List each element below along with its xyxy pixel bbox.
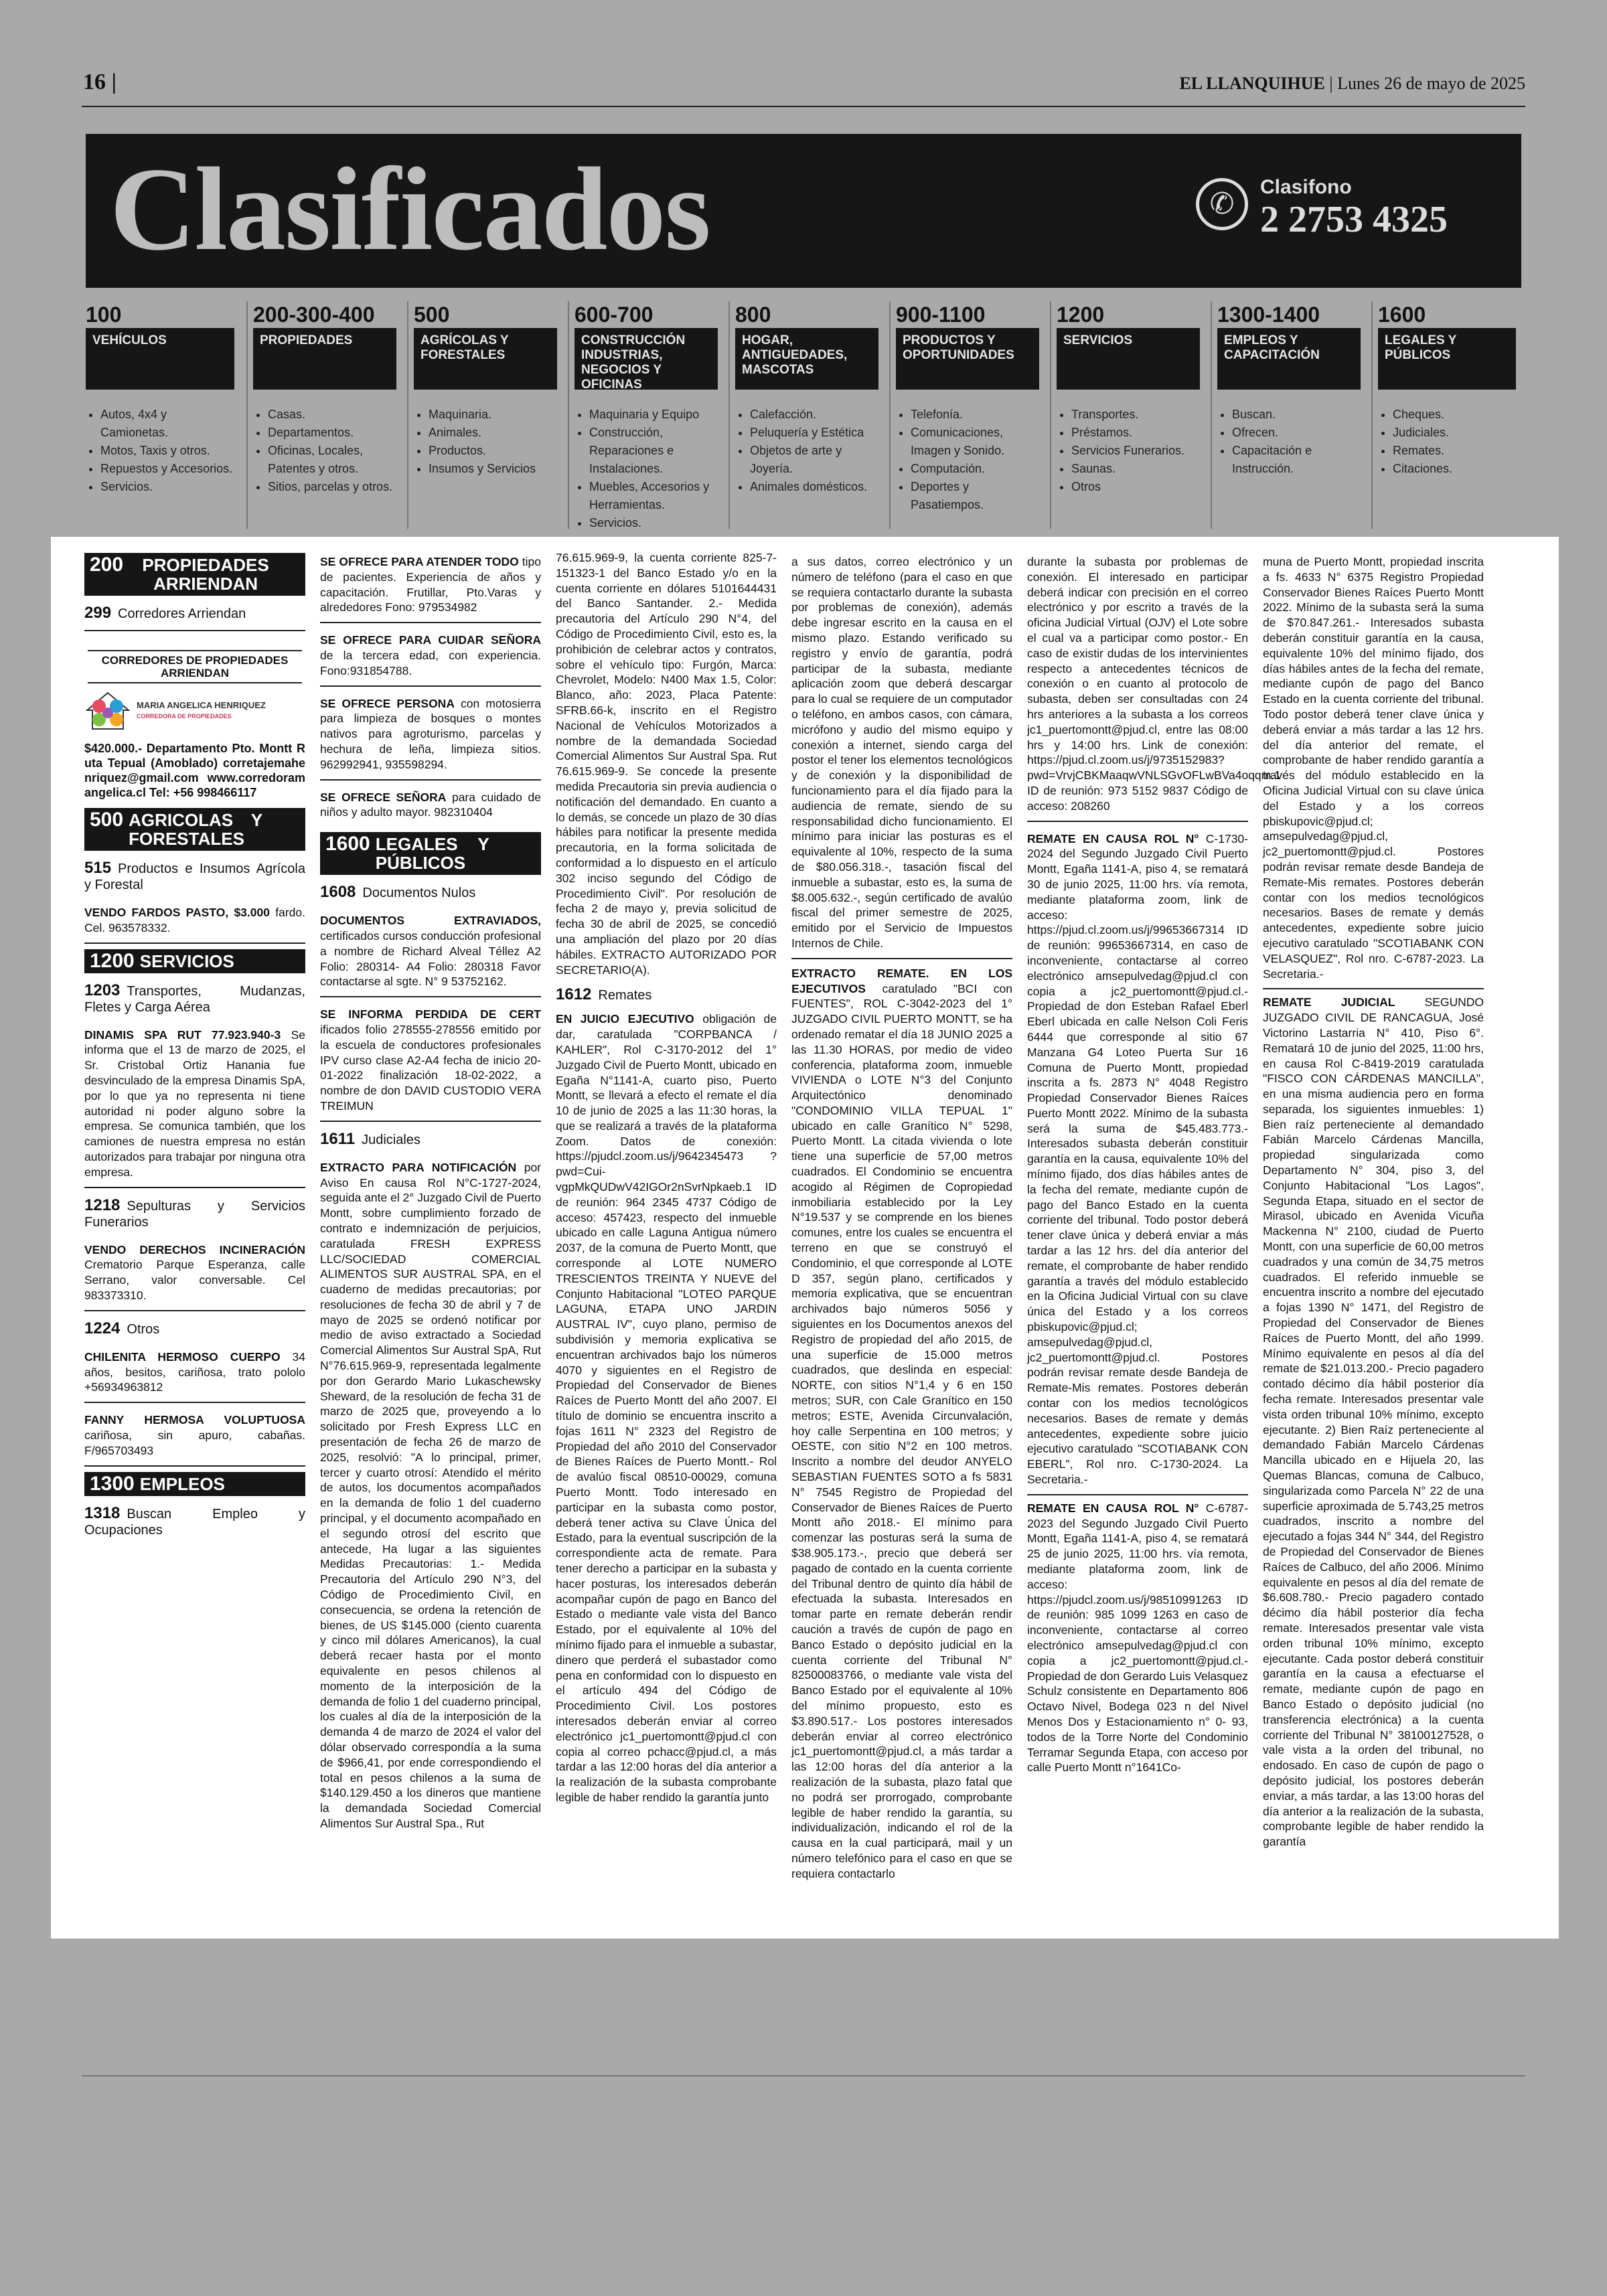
category-items xyxy=(1217,406,1361,478)
category-item: • Oficinas, Locales, Patentes y otros. xyxy=(268,442,396,478)
section-1300-header: 1300 EMPLEOS xyxy=(84,1472,305,1496)
category-items xyxy=(414,406,557,478)
category-item: • Calefacción. xyxy=(750,406,878,424)
bottom-rule xyxy=(82,2075,1525,2076)
category-item: • Cheques. xyxy=(1393,406,1516,424)
classified-ad: SE INFORMA PERDIDA DE CERT ificados folio 278555-278556 emitido por la escuela de conductores profesionales IPV curso clase A2-A4 fecha de inicio 20-01-2022 finalización 18-02-2022, a nombre de don DAVID CUSTODIO VERA TREIMUN xyxy=(320,1003,541,1122)
section-500-header: 500 AGRICOLAS Y FORESTALES xyxy=(84,808,305,851)
column-4 xyxy=(791,550,1012,1929)
column-3 xyxy=(556,550,777,1929)
category-100 xyxy=(86,301,240,529)
category-number: 100 xyxy=(86,303,122,327)
subsection-299: 299 Corredores Arriendan xyxy=(84,604,246,622)
category-item: • Capacitación e Instrucción. xyxy=(1232,442,1361,478)
column-5 xyxy=(1027,550,1281,1929)
category-items xyxy=(575,406,718,532)
category-500 xyxy=(407,301,562,529)
category-items xyxy=(896,406,1039,514)
category-items xyxy=(735,406,878,496)
category-number: 1300-1400 xyxy=(1217,303,1320,327)
category-item: • Construcción, Reparaciones e Instalaciones. xyxy=(589,424,718,478)
category-item: • Comunicaciones, Imagen y Sonido. xyxy=(911,424,1039,460)
page-number: 16 | xyxy=(83,70,117,94)
category-item: • Préstamos. xyxy=(1071,424,1200,442)
subsection-1224: 1224 Otros xyxy=(84,1319,160,1337)
category-item: • Buscan. xyxy=(1232,406,1361,424)
category-number: 200-300-400 xyxy=(253,303,375,327)
category-item: • Peluquería y Estética xyxy=(750,424,878,442)
classified-ad: SE OFRECE PERSONA con motosierra para limpieza de bosques o montes nativos para agroturismo, parcelas y hechura de leña, limpieza sitios. 962992941, 935598294. xyxy=(320,692,541,781)
category-label: PROPIEDADES xyxy=(253,328,396,390)
category-200-300-400 xyxy=(246,301,402,529)
remate-notice-continued: muna de Puerto Montt, propiedad inscrita a fs. 4633 N° 6375 Registro Propiedad Conservador Bienes Raíces Puerto Montt 2022. Mínimo de la subasta será la suma de $70.847.261.- Interesados subasta deberán constituir garantía en la causa, equivalente 10% del mínimo fijado, dos días hábiles antes de la fecha del remate, mediante cupón de pago del Banco Estado en la cuenta corriente del tribunal. Todo postor deberá tener clave única y deberá enviar a más tardar a las 12 hrs. del día anterior del remate, el comprobante de haber rendido garantía a través del módulo establecido en la Oficina Judicial Virtual con su clave única del Estado y a los correos pbiskupovic@pjud.cl; amsepulvedag@pjud.cl, jc2_puertomontt@pjud.cl. Postores podrán revisar remate desde Bandeja de Remate-Mis remates. Postores deberán contar con los medios tecnológicos necesarios. Bases de remate y demás antecedentes, expediente sobre juicio ejecutivo caratulado "SCOTIABANK CON VELASQUEZ", Rol nro. C-6787-2023. La Secretaria.- xyxy=(1263,550,1484,989)
classified-ad: VENDO DERECHOS INCINERACIÓN Crematorio Parque Esperanza, calle Serrano, valor conversable. Cel 983373310. xyxy=(84,1238,305,1311)
category-1600 xyxy=(1371,301,1521,529)
top-rule xyxy=(82,106,1525,107)
clasifono-label: Clasifono xyxy=(1260,176,1352,198)
category-item: • Telefonía. xyxy=(911,406,1039,424)
category-number: 1200 xyxy=(1057,303,1105,327)
section-200-header: 200 PROPIEDADES ARRIENDAN xyxy=(84,553,305,596)
clasificados-banner xyxy=(86,134,1521,288)
category-label: AGRÍCOLAS Y FORESTALES xyxy=(414,328,557,390)
realtor-logo xyxy=(84,690,305,732)
publication-date: Lunes 26 de mayo de 2025 xyxy=(1337,74,1525,93)
category-item: • Computación. xyxy=(911,460,1039,478)
house-logo-icon xyxy=(84,690,131,732)
category-item: • Productos. xyxy=(429,442,557,460)
category-number: 900-1100 xyxy=(896,303,986,327)
category-label: SERVICIOS xyxy=(1057,328,1200,390)
category-items xyxy=(253,406,396,496)
classified-ad: VENDO FARDOS PASTO, $3.000 fardo. Cel. 963578332. xyxy=(84,901,305,944)
category-index xyxy=(86,301,1521,529)
category-item: • Casas. xyxy=(268,406,396,424)
classified-ad: SE OFRECE PARA CUIDAR SEÑORA de la tercera edad, con experiencia. Fono:931854788. xyxy=(320,629,541,686)
category-item: • Deportes y Pasatiempos. xyxy=(911,478,1039,514)
classified-ad: DINAMIS SPA RUT 77.923.940-3 Se informa que el 13 de marzo de 2025, el Sr. Cristobal Ortiz Hanania fue desvinculado de la empresa Dinamis SpA, por lo que ya no representa ni tiene autoridad ni poder alguno sobre la empresa. Se comunica también, que los camiones de nuestra empresa no están autorizados para trabajar por ninguna otra empresa. xyxy=(84,1023,305,1188)
classified-ad: FANNY HERMOSA VOLUPTUOSA cariñosa, sin apuro, cabañas. F/965703493 xyxy=(84,1408,305,1466)
category-label: LEGALES Y PÚBLICOS xyxy=(1378,328,1516,390)
category-number: 600-700 xyxy=(575,303,654,327)
category-item: • Autos, 4x4 y Camionetas. xyxy=(100,406,234,442)
subsection-1218: 1218 Sepulturas y Servicios Funerarios xyxy=(84,1196,305,1230)
category-label: EMPLEOS Y CAPACITACIÓN xyxy=(1217,328,1361,390)
category-1200 xyxy=(1050,301,1205,529)
category-item: • Transportes. xyxy=(1071,406,1200,424)
category-item: • Otros xyxy=(1071,478,1200,496)
category-label: CONSTRUCCIÓN INDUSTRIAS, NEGOCIOS Y OFICINAS xyxy=(575,328,718,390)
category-item: • Servicios Funerarios. xyxy=(1071,442,1200,460)
subsection-1318: 1318 Buscan Empleo y Ocupaciones xyxy=(84,1503,305,1538)
category-item: • Servicios. xyxy=(100,478,234,496)
category-item: • Remates. xyxy=(1393,442,1516,460)
category-item: • Animales. xyxy=(429,424,557,442)
category-item: • Insumos y Servicios xyxy=(429,460,557,478)
category-900-1100 xyxy=(889,301,1045,529)
category-number: 1600 xyxy=(1378,303,1426,327)
legal-notice: EXTRACTO PARA NOTIFICACIÓN por Aviso En causa Rol N°C-1727-2024, seguida ante el 2° Juzgado Civil de Puerto Montt, sobre cumplimiento forzado de contrato e indemnización de perjuicios, caratulada FRESH EXPRESS LLC/SOCIEDAD COMERCIAL ALIMENTOS SUR AUSTRAL SPA, en el cuaderno de medidas precautorias; por resoluciones de fecha 30 de abril y 7 de mayo de 2025 se ordenó notificar por medio de aviso extractado a Sociedad Comercial Alimentos Sur Austral SpA, Rut N°76.615.969-9, representada legalmente por don Gerardo Mario Lukaschewsky Sheward, de la resolución de fecha 31 de marzo de 2025 que, proveyendo a lo solicitado por Fresh Express LLC en presentación de fecha 26 de marzo de 2025, resolvió: "A lo principal, primer, tercer y cuarto otrosí: Atendido el mérito de autos, los documentos acompañados en la demanda de folio 1 del cuaderno principal, y el documento acompañado en el segundo otrosí del escrito que antecede, Ha lugar a las siguientes Medidas Precautorias: 1.- Medida Precautoria del Artículo 290 N°3, del Código de Procedimiento Civil, en consecuencia, se ordena la retención de bienes, de US $145.000 (ciento cuarenta y cinco mil dólares Americanos), la cual deberá recaer hasta por el monto equivalente en pesos chilenos al momento de la interposición de la demanda de folio 1 del cuaderno principal, los cuales al día de la interposición de la demanda 4 de marzo de 2024 el valor del dólar observado correspondía a la suma de $966,41, por ende correspondiendo el total en pesos chilenos a la suma de $140.129.450 a los dineros que mantiene la demandada Sociedad Comercial Alimentos Sur Austral Spa., Rut xyxy=(320,1160,541,1830)
realtor-name: MARIA ANGELICA HENRIQUEZ CORREDORA DE PROPIEDADES xyxy=(137,700,266,720)
category-item: • Repuestos y Accesorios. xyxy=(100,460,234,478)
category-items xyxy=(1378,406,1516,478)
clasifono-number: 2 2753 4325 xyxy=(1260,199,1448,240)
classified-ads-sheet xyxy=(51,537,1559,1939)
publication-header: EL LLANQUIHUE | Lunes 26 de mayo de 2025 xyxy=(1179,74,1525,93)
phone-icon: ✆ xyxy=(1196,178,1248,230)
category-item: • Objetos de arte y Joyería. xyxy=(750,442,878,478)
category-800 xyxy=(729,301,884,529)
column-1 xyxy=(84,550,305,1929)
remate-notice-continued: a sus datos, correo electrónico y un número de teléfono (para el caso en que se requiera contactarlo durante la subasta por problemas de conexión), además debe ingresar escrito en la causa en el mismo plazo. Estando verificado su registro y envío de garantía, podrá participar de la subasta, mediante aplicación zoom que deberá descargar para lo cual se requiere de un computador o teléfono, en ambos casos, con cámara, micrófono y audio del mismo equipo y conexión a internet, siendo carga del postor el tener los elementos tecnológicos y de conexión y la disponibilidad de funcionamiento para el día fijado para la audiencia de remate, siendo de su responsabilidad dicho funcionamiento. El mínimo para iniciar las posturas es el equivalente al 10%, respecto de la suma de $80.056.318.-, tasación fiscal del inmueble a subastar, esto es, la suma de $8.005.632.-, según certificado de avalúo fiscal del primer semestre de 2025, emitido por el Servicio de Impuestos Internos de Chile. xyxy=(791,550,1012,959)
category-item: • Muebles, Accesorios y Herramientas. xyxy=(589,478,718,514)
category-600-700 xyxy=(568,301,723,529)
category-label: PRODUCTOS Y OPORTUNIDADES xyxy=(896,328,1039,390)
category-number: 800 xyxy=(735,303,771,327)
subsection-1608: 1608 Documentos Nulos xyxy=(320,883,476,902)
realtor-ad-text: $420.000.- Departamento Pto. Montt Ruta Tepual (Amoblado) corretajemahenriquez@gmail.com www.corredoramangelica.cl Tel: +56 998466117 xyxy=(84,742,305,799)
category-items xyxy=(1057,406,1200,496)
category-label: VEHÍCULOS xyxy=(86,328,234,390)
remate-notice: EXTRACTO REMATE. EN LOS EJECUTIVOS caratulado "BCI con FUENTES", ROL C-3042-2023 del 1° JUZGADO CIVIL PUERTO MONTT, se ha ordenado rematar el día 18 JUNIO 2025 a las 11.30 HORAS, por medio de video conferencia, plataforma zoom, inmueble VIVIENDA o LOTE N°3 del Conjunto Arquitectónico denominado "CONDOMINIO VILLA TEPUAL 1" ubicado en calle Granítico N° 5298, Puerto Montt. La citada vivienda o lote tiene una superficie de 57,00 metros cuadrados. El Condominio se encuentra acogido al Régimen de Copropiedad inmobiliaria establecido por la Ley N°19.537 y se comprende en los bienes comunes, entre los cuales se encuentra el terreno en que se construyó el Condominio, el que corresponde al LOTE D 357, según plano, certificados y memoria explicativa, que se encuentran archivados bajo números 5056 y siguientes en los Documentos anexos del Registro de propiedad del año 2015, de una superficie de 15.000 metros cuadrados, que deslinda en especial: NORTE, con sitios N°1,4 y 6 en 150 metros; SUR, con Cale Granítico en 150 metros; ESTE, Avenida Circunvalación, hoy calle Serpentina en 100 metros; y OESTE, con sitio N°2 en 100 metros. Inscrito a nombre del deudor ANYELO SEBASTIAN FUENTES SOTO a fs 5831 N° 7545 Registro de Propiedad del Conservador de Bienes Raíces de Puerto Montt año 2018.- El mínimo para comenzar las posturas será la suma de $38.905.173.-, precio que deberá ser pagado de contado en la cuenta corriente del Tribunal dentro de quinto día hábil de efectuada la subasta. Interesados en tomar parte en remate deberán rendir caución a través de cupón de pago en Banco Estado o depósito judicial en la cuenta corriente del Tribunal N° 82500083766, o mediante vale vista del Banco Estado por el equivalente al 10% del mínimo propuesto, esto es $3.890.517.- Los postores interesados deberán enviar al correo electrónico jc1_puertomontt@pjud.cl, a más tardar a las 12:00 horas del día anterior a la realización de la subasta, plazo fatal que no podrá ser prorrogado, comprobante legible de haber rendido la garantía, su individualización, indicando el rol de la causa en la cual participará, mail y un número telefónico para el caso en que se requiera contactarlo xyxy=(791,966,1012,1880)
category-item: • Departamentos. xyxy=(268,424,396,442)
remate-notice: REMATE JUDICIAL SEGUNDO JUZGADO CIVIL DE RANCAGUA, José Victorino Lastarria N° 410, Piso 6°. Rematará 10 de junio del 2025, 11:00 hrs, en causa Rol C-8419-2019 caratulada "FISCO CON CÁRDENAS MANCILLA", en una misma audiencia pero en forma separada, los siguientes inmuebles: 1) Bien raíz perteneciente al demandado Fabián Marcelo Cárdenas Mancilla, propiedad singularizada como Departamento N° 304, piso 3, del Conjunto Habitacional "Los Lagos", Segunda Etapa, situado en el sector de Mirasol, ubicado en Avenida Vicuña Mackenna N° 2100, ciudad de Puerto Montt, con una superficie de 60,00 metros cuadrados y una común de 34,75 metros cuadrados. El referido inmueble se encuentra inscrito a nombre del ejecutado a fojas 1390 N° 1471, del Registro de Propiedad del Conservador de Bienes Raíces de Puerto Montt, del año 1999. Mínimo equivalente en pesos al día del remate de $21.013.200.- Precio pagadero contado décimo día hábil posterior día fecha remate. Interesados presentar vale vista orden tribunal 10% mínimo, excepto ejecutante. 2) Bien Raíz perteneciente al demandado Fabián Marcelo Cárdenas Mancilla ubicado en e Hijuela 20, las Quemas Blancas, comuna de Calbuco, singularizada como Parcela N° 22 de una superficie aproximada de 5.743,25 metros cuadrados, inscrito a nombre del ejecutado a fojas 344 N° 344, del Registro de Propiedad del Conservador de Bienes Raíces de Calbuco, del año 2006. Mínimo equivalente en pesos al día del remate de $6.608.780.- Precio pagadero contado décimo día hábil posterior día fecha remate. Interesados presentar vale vista orden tribunal 10% mínimo, excepto ejecutante. Cada postor deberá constituir garantía en la causa a efectuarse el remate, mediante cupón de pago en Banco Estado o depósito judicial (no transferencia electrónica) a la cuenta corriente del Tribunal N° 38100127528, o vale vista a la orden del tribunal, no endosado. En caso de cupón de pago o depósito judicial, los postores deberán enviar, a más tardar, a las 13:00 horas del día anterior a la realización de la subasta, comprobante legible de haber rendido la garantía xyxy=(1263,995,1484,1849)
category-item: • Servicios. xyxy=(589,514,718,532)
subsection-1611: 1611 Judiciales xyxy=(320,1129,420,1148)
category-items xyxy=(86,406,234,496)
category-item: • Saunas. xyxy=(1071,460,1200,478)
category-1300-1400 xyxy=(1211,301,1366,529)
category-item: • Sitios, parcelas y otros. xyxy=(268,478,396,496)
clasifono-block xyxy=(1209,175,1448,240)
remate-notice-continued: durante la subasta por problemas de conexión. El interesado en participar deberá indicar con precisión en el correo electrónico y por escrito a través de la oficina Judicial Virtual (OJV) el Lote sobre el cual va a participar como postor.- En caso de existir dudas de los intervinientes respecto a antecedentes técnicos de conexión o en cuanto al protocolo de subasta, deben ser consultadas con 24 hrs anteriores a la subasta a los correos jc1_puertomontt@pjud.cl, entre las 08:00 hrs y 14:00 hrs. Link de conexión: https://pjud.cl.zoom.us/j/9735152983?pwd=VrvjCBKMaaqwVNLSGvOFLwBVa4oqqm.1 ID de reunión: 973 5152 9837 Código de acceso: 208260 xyxy=(1027,550,1248,822)
remate-notice: REMATE EN CAUSA ROL N° C-1730-2024 del Segundo Juzgado Civil Puerto Montt, Egaña 1141-A, piso 4, se rematará 30 de junio 2025, 11:00 hrs. vía remota, mediante plataforma zoom, link de acceso: https://pjud.cl.zoom.us/j/99653667314 ID de reunión: 99653667314, en caso de inconveniente, contactarse al correo electrónico amsepulvedag@pjud.cl con copia a jc2_puertomontt@pjud.cl.- Propiedad de don Esteban Rafael Eberl Eberl ubicada en calle Nelson Coli Feris 6444 que corresponde al sitio 67 Manzana G4 Loteo Puerta Sur 16 Comuna de Puerto Montt, propiedad inscrita a fs. 2873 N° 4048 Registro Propiedad Conservador Bienes Raíces Puerto Montt 2022. Mínimo de la subasta será la suma de $45.483.773.- Interesados subasta deberán constituir garantía en la causa, equivalente 10% del mínimo fijado, dos días hábiles antes de la fecha del remate, mediante cupón de pago del Banco Estado en la cuenta corriente del tribunal. Todo postor deberá tener clave única y deberá enviar a más tardar a las 12 hrs. del día anterior del remate, el comprobante de haber rendido garantía a través del módulo establecido en la Oficina Judicial Virtual con su clave única del Estado y a los correos pbiskupovic@pjud.cl; amsepulvedag@pjud.cl, jc2_puertomontt@pjud.cl. Postores podrán revisar remate desde Bandeja de Remate-Mis remates. Postores deberán contar con los medios tecnológicos necesarios. Bases de remate y demás antecedentes, expediente sobre juicio ejecutivo caratulado "SCOTIABANK CON EBERL", Rol nro. C-1730-2024. La Secretaria.- xyxy=(1027,827,1248,1495)
subsection-1203: 1203 Transportes, Mudanzas, Fletes y Carga Aérea xyxy=(84,981,305,1015)
category-item: • Motos, Taxis y otros. xyxy=(100,442,234,460)
classified-ad: DOCUMENTOS EXTRAVIADOS, certificados cursos conducción profesional a nombre de Richard Alveal Téllez A2 Folio: 280314- A4 Folio: 280318 Favor contactarse al sgte. N° 9 53752162. xyxy=(320,909,541,997)
section-title: Clasificados xyxy=(110,143,710,275)
remate-notice: REMATE EN CAUSA ROL N° C-6787-2023 del Segundo Juzgado Civil Puerto Montt, Egaña 1141-A, piso 4, se rematará 25 de junio 2025, 11:00 hrs. vía remota, mediante plataforma zoom, link de acceso: https://pjudcl.zoom.us/j/98510991263 ID de reunión: 985 1099 1263 en caso de inconveniente, contactarse al correo electrónico amsepulvedag@pjud.cl con copia a jc2_puertomontt@pjud.cl.- Propiedad de don Gerardo Luis Velasquez Schulz consistente en Departamento 806 Octavo Nivel, Bodega 023 n del Nivel Menos Dos y Estacionamiento n° 0- 93, todos de la Torre Norte del Condominio Terramar Segunda Etapa, con acceso por calle Puerto Montt n°1641Co- xyxy=(1027,1501,1248,1775)
column-2 xyxy=(320,550,541,1929)
section-1200-header: 1200 SERVICIOS xyxy=(84,949,305,973)
category-item: • Citaciones. xyxy=(1393,460,1516,478)
classified-ad: SE OFRECE SEÑORA para cuidado de niños y adulto mayor. 982310404 xyxy=(320,790,541,819)
section-1600-header: 1600 LEGALES Y PÚBLICOS xyxy=(320,832,541,875)
publication-name: EL LLANQUIHUE xyxy=(1179,74,1325,93)
realtor-ad xyxy=(84,630,305,805)
category-item: • Judiciales. xyxy=(1393,424,1516,442)
category-number: 500 xyxy=(414,303,450,327)
category-item: • Ofrecen. xyxy=(1232,424,1361,442)
remate-notice: EN JUICIO EJECUTIVO obligación de dar, caratulada "CORPBANCA / KAHLER", Rol C-3170-2012 del 1° Juzgado Civil de Puerto Montt, ubicado en Egaña N°1141-A, cuarto piso, Puerto Montt, se llevará a efecto el remate el día 10 de junio de 2025 a las 11:30 horas, la que se realizará a través de la plataforma Zoom. Datos de conexión: https://pjudcl.zoom.us/j/9642345473 ?pwd=Cui-vgpMkQUDwV42IGOr2nSvrNpkaeb.1 ID de reunión: 964 2345 4737 Código de acceso: 457423, respecto del inmueble ubicado en calle Laguna Antigua número 2037, de la comuna de Puerto Montt, que corresponde al LOTE NUMERO TRESCIENTOS TREINTA Y NUEVE del Conjunto Habitacional "LOTEO PARQUE LAGUNA, ETAPA UNO JARDIN AUSTRAL IV", cuyo plano, permiso de subdivisión y memoria explicativa se encuentran archivados bajo los números 4070 y siguientes en el Registro de Propiedad del Conservador de Bienes Raíces de Puerto Montt del año 2007. El título de dominio se encuentra inscrito a fojas 1611 N° 2323 del Registro de Propiedad del año 2010 del Conservador de Bienes Raíces de Puerto Montt.- Rol de avalúo fiscal 08510-00029, comuna Puerto Montt. Todo interesado en participar en la subasta como postor, deberá tener activa su Clave Única del Estado, para la eventual suscripción de la correspondiente acta de remate. Para tener derecho a participar en la subasta y hacer posturas, los interesados deberán acompañar cupón de pago en Banco del Estado o mediante vale vista del Banco Estado, por el equivalente al 10% del mínimo fijado para el inmueble a subastar, dinero que perderá el subastador como pena en conformidad con lo dispuesto en el artículo 494 del Código de Procedimiento Civil. Los postores interesados deberán enviar al correo electrónico jc1_puertomontt@pjud.cl con copia al correo pchacc@pjud.cl, a más tardar a las 12:00 horas del día anterior a la realización de la subasta comprobante legible de haber rendido la garantía junto xyxy=(556,1012,777,1804)
subsection-1612: 1612 Remates xyxy=(556,985,652,1004)
category-item: • Maquinaria. xyxy=(429,406,557,424)
column-6 xyxy=(1263,550,1484,1929)
classified-ad: SE OFRECE PARA ATENDER TODO tipo de pacientes. Experiencia de años y capacitación. Frutillar, Pto.Varas y alrededores Fono: 979534982 xyxy=(320,550,541,623)
subsection-515: 515 Productos e Insumos Agrícola y Forestal xyxy=(84,859,305,892)
category-item: • Maquinaria y Equipo xyxy=(589,406,718,424)
category-item: • Animales domésticos. xyxy=(750,478,878,496)
realtor-ad-title: CORREDORES DE PROPIEDADES ARRIENDAN xyxy=(88,650,302,683)
legal-notice-continued: 76.615.969-9, la cuenta corriente 825-7-151323-1 del Banco Estado y/o en la cuenta corriente en dólares 5101644431 del Banco Santander. 2.- Medida precautoria del Artículo 290 N°4, del Código de Procedimiento Civil, esto es, la prohibición de celebrar actos y contratos, sobre el vehículo tipo: Furgón, Marca: Chevrolet, Modelo: N400 Max 1.5, Color: Blanco, año: 2023, Placa Patente: SFRB.66-k, inscrito en el Registro Nacional de Vehículos Motorizados a nombre de la demandada Sociedad Comercial Alimentos Sur Austral Spa. Rut 76.615.969-9. Se concede la presente medida Precautoria sin previa audiencia o notificación del demandado. En cuanto a lo demás, se concede un plazo de 30 días hábiles para notificar la presente medida precautoria, en la forma solicitada de conformidad a lo dispuesto en el artículo 302 inciso segundo del Código de Procedimiento Civil". Por resolución de fecha 2 de mayo y, previa solicitud de fecha 30 de abril de 2025, se concedió una ampliación del plazo por 20 días hábiles. EXTRACTO AUTORIZADO POR SECRETARIO(A). xyxy=(556,551,777,977)
category-label: HOGAR, ANTIGUEDADES, MASCOTAS xyxy=(735,328,878,390)
classified-ad: CHILENITA HERMOSO CUERPO 34 años, besitos, cariñosa, trato pololo +56934963812 xyxy=(84,1345,305,1403)
